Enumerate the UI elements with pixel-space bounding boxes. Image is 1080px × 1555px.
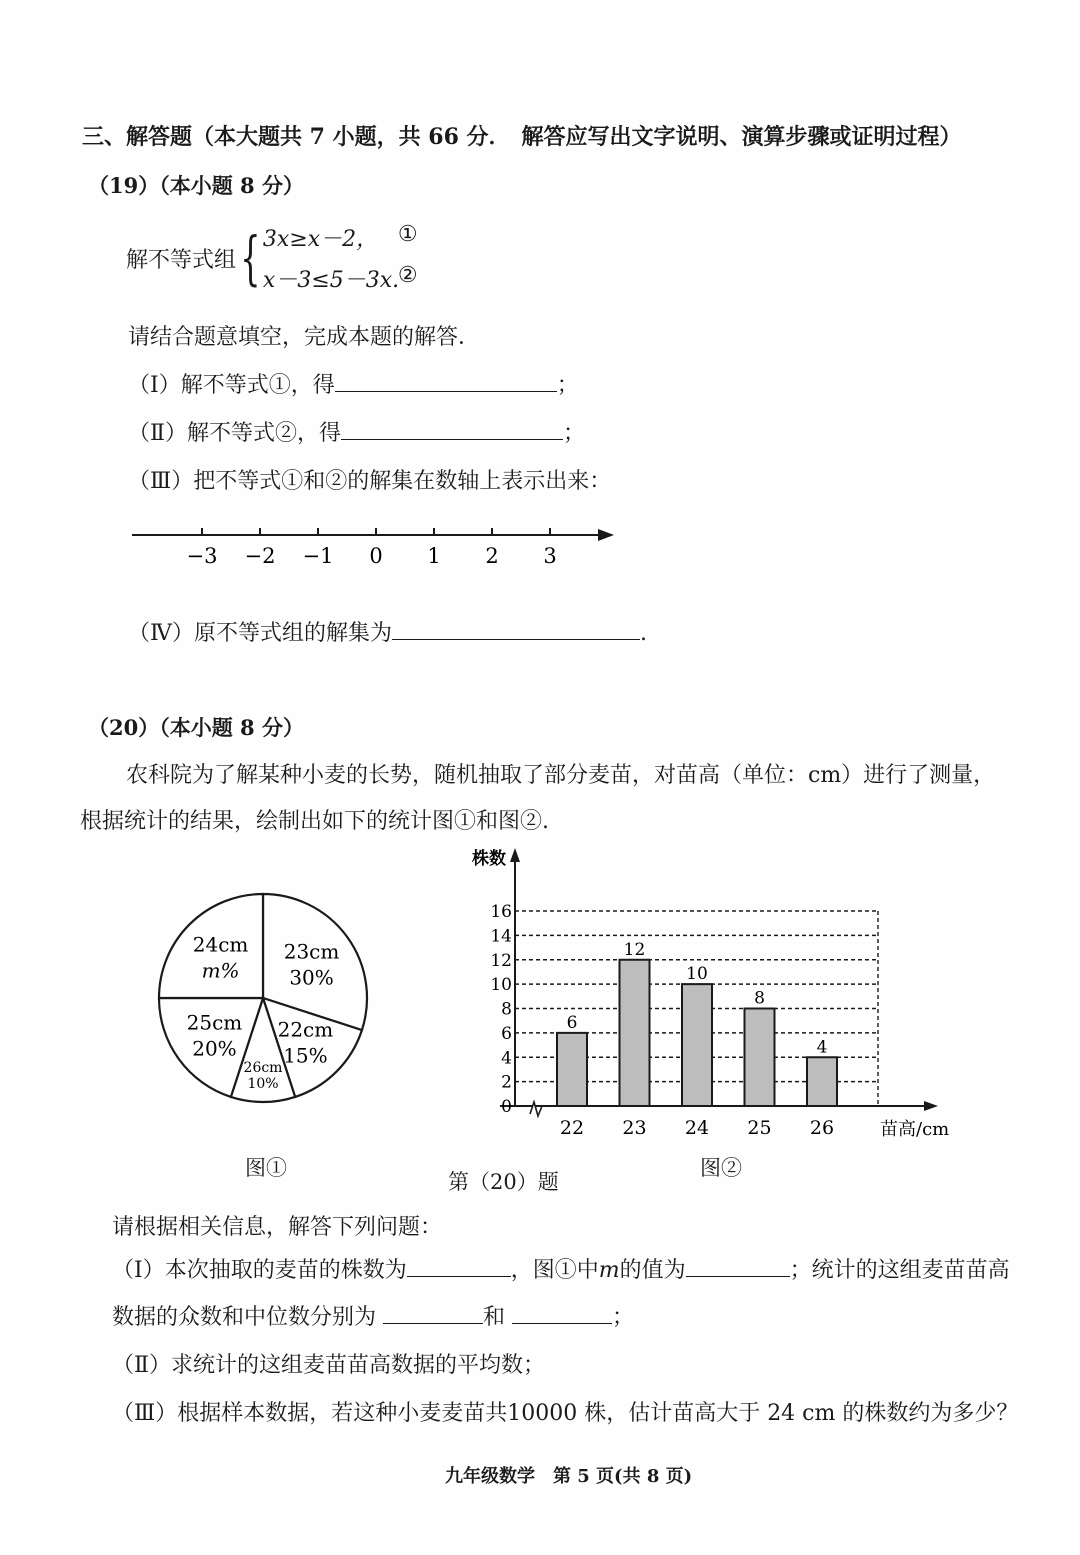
q19-part2-end: ； (562, 421, 585, 446)
brace-icon: { (240, 224, 261, 292)
x-axis-arrow-icon (924, 1101, 938, 1111)
bar-y-tick-label: 14 (490, 926, 512, 947)
q19-part1-text: （Ⅰ）解不等式①，得 (128, 373, 335, 398)
pie-slice-value: 15% (283, 1043, 328, 1068)
bar-y-tick-label: 10 (490, 975, 512, 996)
pie-slice-label: 23cm (283, 939, 340, 964)
bar-value-label: 8 (754, 988, 765, 1009)
bar (807, 1057, 837, 1106)
y-axis-arrow-icon (510, 848, 520, 862)
section-header: 三、解答题（本大题共 7 小题，共 66 分． 解答应写出文字说明、演算步骤或证明过程） (82, 124, 962, 150)
bar-y-tick-label: 6 (501, 1023, 512, 1044)
bar-value-label: 6 (566, 1012, 578, 1033)
pie-slice-label: 22cm (277, 1017, 334, 1042)
q20-p1-text-a: （Ⅰ）本次抽取的麦苗的株数为 (112, 1258, 407, 1283)
figure2-caption: 图② (700, 1156, 742, 1180)
number-line-tick-label: −3 (186, 544, 218, 568)
q20-part1-line1 (112, 1253, 1010, 1284)
q19-part2 (128, 416, 585, 447)
q20-p1-text-c: 的值为 (619, 1258, 686, 1283)
q20-prompt: 请根据相关信息，解答下列问题： (112, 1215, 443, 1240)
q20-p1-text-f: 和 (483, 1305, 506, 1330)
q20-intro-line1: 农科院为了解某种小麦的长势，随机抽取了部分麦苗，对苗高（单位：cm）进行了测量， (126, 763, 996, 788)
number-line-tick-label: 3 (543, 544, 557, 568)
bar-value-label: 10 (686, 964, 708, 985)
bar (745, 1009, 775, 1107)
q19-mark2: ② (397, 263, 418, 288)
bar-x-tick-label: 25 (747, 1117, 772, 1139)
bar-y-label: 株数 (472, 849, 506, 869)
pie-chart (145, 880, 385, 1120)
number-line-tick-label: 2 (485, 544, 499, 568)
pie-slice-label: 26cm (243, 1060, 283, 1076)
bar-value-label: 12 (623, 939, 646, 960)
number-line-tick-label: −1 (302, 544, 334, 568)
q19-instruction: 请结合题意填空，完成本题的解答． (128, 325, 481, 350)
number-line (120, 515, 630, 575)
q20-m-blank[interactable] (686, 1256, 790, 1277)
q19-part1-end: ； (556, 373, 579, 398)
bar (557, 1033, 587, 1106)
bar-value-label: 4 (816, 1037, 828, 1058)
q19-part2-text: （Ⅱ）解不等式②，得 (128, 421, 341, 446)
pie-slice-value: m% (201, 958, 240, 983)
bar-chart (460, 840, 970, 1150)
figure-group-caption: 第（20）题 (448, 1170, 559, 1194)
q20-part3: （Ⅲ）根据样本数据，若这种小麦麦苗共10000 株，估计苗高大于 24 cm 的株数约为多少？ (112, 1401, 1019, 1426)
number-line-tick-label: −2 (244, 544, 276, 568)
q20-heading: （20）（本小题 8 分） (88, 715, 304, 740)
pie-slice-label: 25cm (186, 1010, 243, 1035)
bar-x-tick-label: 24 (684, 1117, 710, 1139)
axis-break-icon (530, 1102, 542, 1116)
q20-p1-text-d: ；统计的这组麦苗苗高 (789, 1258, 1010, 1283)
figure1-caption: 图① (245, 1156, 287, 1180)
pie-slice-value: 10% (247, 1076, 279, 1092)
q20-part1-line2 (112, 1300, 634, 1331)
q19-heading: （19）（本小题 8 分） (88, 173, 304, 198)
bar (682, 984, 712, 1106)
q20-median-blank[interactable] (512, 1303, 612, 1324)
bar-x-tick-label: 22 (559, 1117, 585, 1139)
q19-ineq2: x－3≤5－3x. (262, 268, 400, 293)
bar-x-tick-label: 26 (809, 1117, 835, 1139)
q20-count-blank[interactable] (407, 1256, 511, 1277)
pie-slice-value: 30% (289, 965, 334, 990)
q19-part4 (128, 616, 647, 647)
q20-p1-m: m (598, 1258, 620, 1283)
q19-mark1: ① (397, 222, 418, 247)
q19-part1-blank[interactable] (335, 371, 557, 392)
q20-p1-text-g: ； (612, 1305, 635, 1330)
q19-part4-text: （Ⅳ）原不等式组的解集为 (128, 621, 392, 646)
pie-slice-label: 24cm (192, 932, 249, 957)
bar-x-tick-label: 23 (622, 1117, 647, 1139)
bar-y-tick-label: 16 (490, 902, 512, 922)
q20-p1-text-e: 数据的众数和中位数分别为 (112, 1305, 377, 1330)
q19-part2-blank[interactable] (341, 419, 563, 440)
page-footer: 九年级数学 第 5 页(共 8 页) (445, 1466, 693, 1487)
bar-x-label: 苗高/cm (880, 1119, 950, 1140)
bar-y-tick-label: 2 (501, 1072, 512, 1093)
number-line-tick-label: 0 (369, 544, 383, 568)
q20-intro-line2: 根据统计的结果，绘制出如下的统计图①和图②. (80, 809, 549, 834)
q19-part3: （Ⅲ）把不等式①和②的解集在数轴上表示出来： (128, 469, 612, 494)
bar-y-tick-label: 8 (501, 999, 512, 1020)
bar (620, 960, 650, 1106)
number-line-tick-label: 1 (427, 544, 441, 568)
pie-slice-value: 20% (192, 1036, 237, 1061)
q20-p1-text-b: ，图①中 (510, 1258, 599, 1283)
q19-part1 (128, 368, 579, 399)
bar-y-tick-label: 12 (490, 950, 512, 971)
number-line-arrow-icon (598, 529, 614, 541)
q19-intro: 解不等式组 (126, 247, 237, 273)
q20-part2: （Ⅱ）求统计的这组麦苗苗高数据的平均数； (112, 1353, 545, 1378)
q20-mode-blank[interactable] (383, 1303, 483, 1324)
q19-part4-end: . (639, 621, 647, 646)
q19-system (126, 222, 418, 294)
bar-y-tick-label: 0 (501, 1097, 512, 1117)
bar-y-tick-label: 4 (501, 1048, 512, 1069)
q19-part4-blank[interactable] (392, 619, 640, 640)
q19-ineq1: 3x≥x－2， (262, 227, 379, 252)
